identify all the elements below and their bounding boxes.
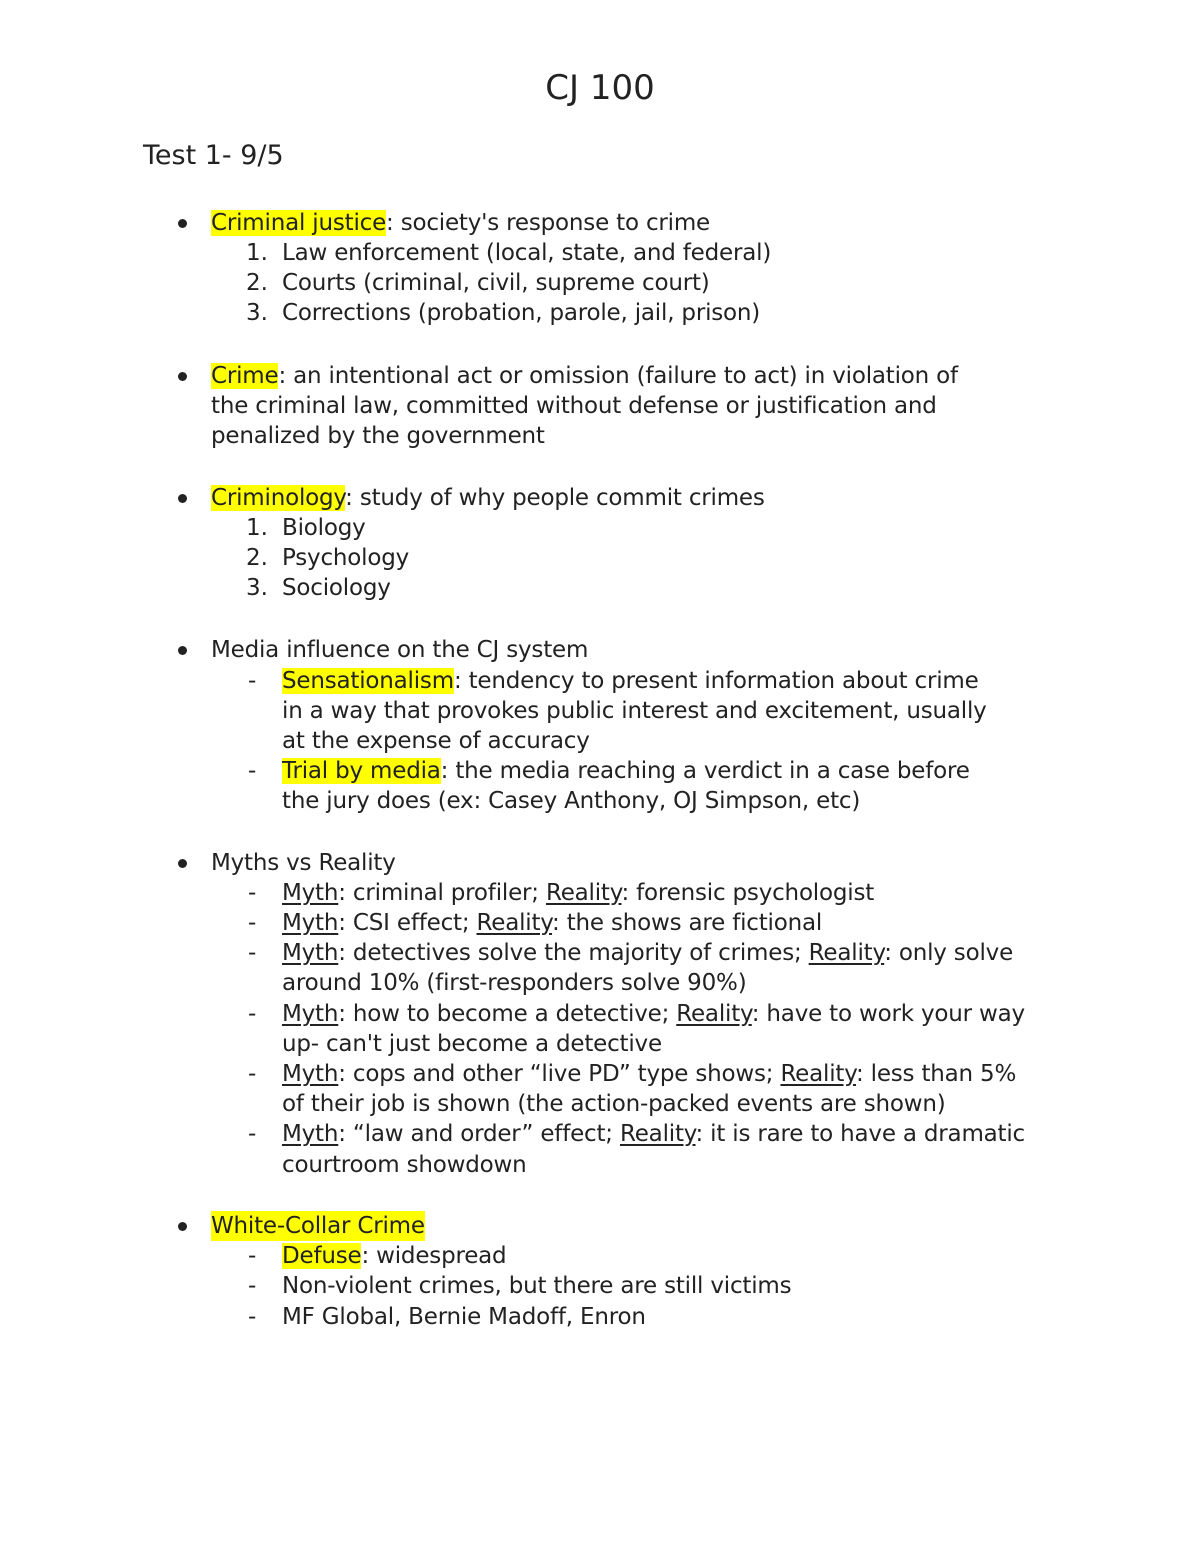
reality-text: : it is rare to have a dramatic bbox=[695, 1121, 1025, 1147]
list-number: 3. bbox=[246, 575, 268, 601]
list-item bbox=[282, 1059, 1016, 1089]
list-item bbox=[211, 483, 765, 513]
definition-text: : widespread bbox=[361, 1243, 507, 1269]
list-item: MF Global, Bernie Madoff, Enron bbox=[282, 1304, 646, 1330]
dash-marker: - bbox=[248, 1061, 257, 1087]
reality-text: courtroom showdown bbox=[282, 1152, 527, 1178]
dash-marker: - bbox=[248, 1121, 257, 1147]
dash-marker: - bbox=[248, 880, 257, 906]
reality-text: : only solve bbox=[884, 940, 1014, 966]
list-item bbox=[282, 666, 979, 696]
reality-label: Reality bbox=[476, 910, 553, 936]
reality-label: Reality bbox=[619, 1121, 696, 1147]
list-item: Corrections (probation, parole, jail, prison) bbox=[282, 300, 761, 326]
highlighted-term: Crime bbox=[211, 363, 279, 389]
dash-marker: - bbox=[248, 910, 257, 936]
reality-text: : have to work your way bbox=[751, 1001, 1025, 1027]
definition-text: the jury does (ex: Casey Anthony, OJ Simpson, etc) bbox=[282, 788, 861, 814]
definition-text: : society's response to crime bbox=[386, 210, 711, 236]
section-heading: Media influence on the CJ system bbox=[211, 637, 589, 663]
section-heading: Myths vs Reality bbox=[211, 850, 396, 876]
list-item: Non-violent crimes, but there are still victims bbox=[282, 1273, 792, 1299]
definition-text: penalized by the government bbox=[211, 423, 545, 449]
list-number: 3. bbox=[246, 300, 268, 326]
list-number: 1. bbox=[246, 515, 268, 541]
bullet-icon bbox=[178, 494, 187, 503]
myth-label: Myth bbox=[282, 1121, 339, 1147]
list-number: 2. bbox=[246, 545, 268, 571]
reality-label: Reality bbox=[780, 1061, 856, 1087]
myth-label: Myth bbox=[282, 940, 339, 966]
reality-text: around 10% (first-responders solve 90%) bbox=[282, 970, 747, 996]
dash-marker: - bbox=[248, 668, 257, 694]
reality-text: : the shows are fictional bbox=[552, 910, 823, 936]
list-item: Sociology bbox=[282, 575, 391, 601]
reality-text: : forensic psychologist bbox=[621, 880, 875, 906]
list-item bbox=[282, 999, 1025, 1029]
bullet-icon bbox=[178, 372, 187, 381]
definition-text: in a way that provokes public interest and excitement, usually bbox=[282, 698, 987, 724]
definition-text: : an intentional act or omission (failure to act) in violation of bbox=[278, 363, 958, 389]
highlighted-term: Sensationalism bbox=[282, 668, 454, 694]
list-item: Courts (criminal, civil, supreme court) bbox=[282, 270, 710, 296]
highlighted-term: Criminology bbox=[211, 485, 346, 511]
list-item bbox=[211, 361, 958, 391]
page-subtitle: Test 1- 9/5 bbox=[143, 140, 284, 171]
list-item bbox=[211, 208, 710, 238]
definition-text: at the expense of accuracy bbox=[282, 728, 590, 754]
myth-text: : “law and order” effect; bbox=[338, 1121, 620, 1147]
dash-marker: - bbox=[248, 1001, 257, 1027]
definition-text: : the media reaching a verdict in a case before bbox=[440, 758, 970, 784]
list-item bbox=[282, 878, 874, 908]
bullet-icon bbox=[178, 859, 187, 868]
list-number: 1. bbox=[246, 240, 268, 266]
myth-text: : detectives solve the majority of crimes; bbox=[338, 940, 809, 966]
list-item: Biology bbox=[282, 515, 366, 541]
reality-text: : less than 5% bbox=[855, 1061, 1017, 1087]
definition-text: : tendency to present information about crime bbox=[453, 668, 979, 694]
myth-label: Myth bbox=[282, 1061, 339, 1087]
dash-marker: - bbox=[248, 1243, 257, 1269]
bullet-icon bbox=[178, 1222, 187, 1231]
list-item bbox=[282, 1119, 1025, 1149]
list-item bbox=[282, 938, 1013, 968]
myth-text: : CSI effect; bbox=[338, 910, 477, 936]
highlighted-term: Trial by media bbox=[282, 758, 441, 784]
dash-marker: - bbox=[248, 758, 257, 784]
dash-marker: - bbox=[248, 940, 257, 966]
reality-text: of their job is shown (the action-packed events are shown) bbox=[282, 1091, 946, 1117]
definition-text: the criminal law, committed without defense or justification and bbox=[211, 393, 937, 419]
reality-label: Reality bbox=[676, 1001, 752, 1027]
list-number: 2. bbox=[246, 270, 268, 296]
myth-text: : how to become a detective; bbox=[338, 1001, 677, 1027]
myth-text: : cops and other “live PD” type shows; bbox=[338, 1061, 781, 1087]
list-item: Law enforcement (local, state, and federal) bbox=[282, 240, 772, 266]
reality-label: Reality bbox=[808, 940, 885, 966]
reality-label: Reality bbox=[545, 880, 622, 906]
highlighted-term: Criminal justice bbox=[211, 210, 387, 236]
bullet-icon bbox=[178, 646, 187, 655]
dash-marker: - bbox=[248, 1304, 257, 1330]
dash-marker: - bbox=[248, 1273, 257, 1299]
list-item bbox=[282, 1241, 506, 1271]
list-item bbox=[282, 908, 822, 938]
reality-text: up- can't just become a detective bbox=[282, 1031, 662, 1057]
highlighted-heading: White-Collar Crime bbox=[211, 1213, 425, 1239]
myth-label: Myth bbox=[282, 880, 339, 906]
myth-label: Myth bbox=[282, 1001, 339, 1027]
page-title: CJ 100 bbox=[545, 68, 655, 108]
list-item: Psychology bbox=[282, 545, 410, 571]
list-item bbox=[282, 756, 970, 786]
myth-label: Myth bbox=[282, 910, 339, 936]
highlighted-term: Defuse bbox=[282, 1243, 362, 1269]
myth-text: : criminal profiler; bbox=[338, 880, 546, 906]
bullet-icon bbox=[178, 219, 187, 228]
definition-text: : study of why people commit crimes bbox=[345, 485, 765, 511]
